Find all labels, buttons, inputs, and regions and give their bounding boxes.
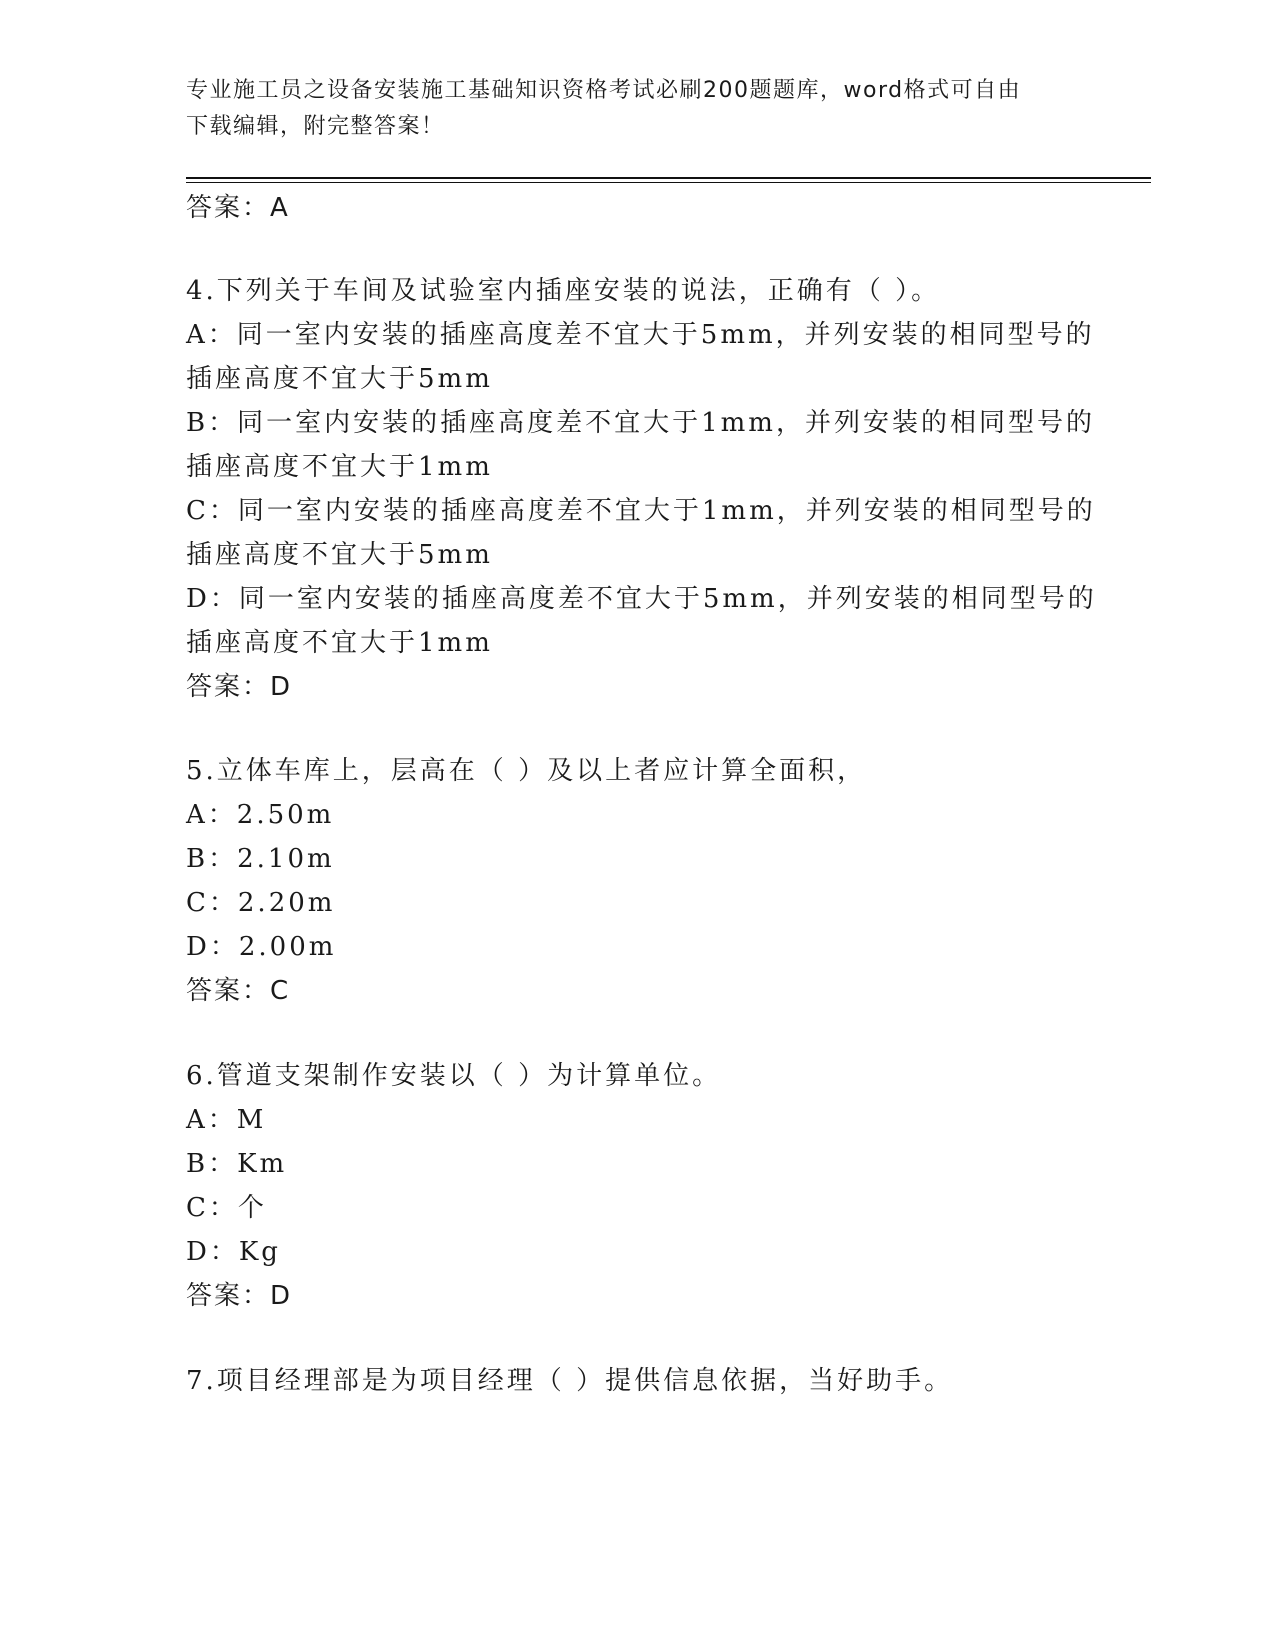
question-5-stem: 5.立体车库上，层高在（ ）及以上者应计算全面积， [186, 756, 867, 786]
header-divider-thick [186, 177, 1151, 179]
question-5-option-c: C：2.20m [186, 888, 336, 918]
document-header [186, 73, 1066, 145]
question-4-option-a-line1: A：同一室内安装的插座高度差不宜大于5mm，并列安装的相同型号的 [186, 320, 1095, 350]
question-4-option-b-line1: B：同一室内安装的插座高度差不宜大于1mm，并列安装的相同型号的 [186, 408, 1095, 438]
question-5-option-a: A：2.50m [186, 800, 335, 830]
question-4-option-b-line2: 插座高度不宜大于1mm [186, 452, 493, 482]
question-5-answer: 答案：C [186, 976, 291, 1006]
question-6-stem: 6.管道支架制作安装以（ ）为计算单位。 [186, 1061, 722, 1091]
question-6-answer: 答案：D [186, 1281, 293, 1311]
question-4-option-c-line1: C：同一室内安装的插座高度差不宜大于1mm，并列安装的相同型号的 [186, 496, 1096, 526]
question-4-option-a-line2: 插座高度不宜大于5mm [186, 364, 493, 394]
header-divider-thin [186, 182, 1151, 183]
question-4-option-d-line2: 插座高度不宜大于1mm [186, 628, 493, 658]
question-4-option-d-line1: D：同一室内安装的插座高度差不宜大于5mm，并列安装的相同型号的 [186, 584, 1097, 614]
question-4-option-c-line2: 插座高度不宜大于5mm [186, 540, 493, 570]
header-line-2: 下载编辑，附完整答案！ [186, 114, 445, 139]
question-4-answer: 答案：D [186, 672, 293, 702]
question-5-option-b: B：2.10m [186, 844, 335, 874]
question-6-option-d: D：Kg [186, 1237, 281, 1267]
question-6-option-c: C：个 [186, 1193, 267, 1223]
question-4-stem: 4.下列关于车间及试验室内插座安装的说法，正确有（ ）。 [186, 276, 941, 306]
header-line-1: 专业施工员之设备安装施工基础知识资格考试必刷200题题库，word格式可自由 [186, 78, 1022, 103]
question-7-stem: 7.项目经理部是为项目经理（ ）提供信息依据，当好助手。 [186, 1366, 954, 1396]
answer-q3: 答案：A [186, 193, 290, 223]
question-6-option-a: A：M [186, 1105, 267, 1135]
question-5-option-d: D：2.00m [186, 932, 337, 962]
question-6-option-b: B：Km [186, 1149, 288, 1179]
